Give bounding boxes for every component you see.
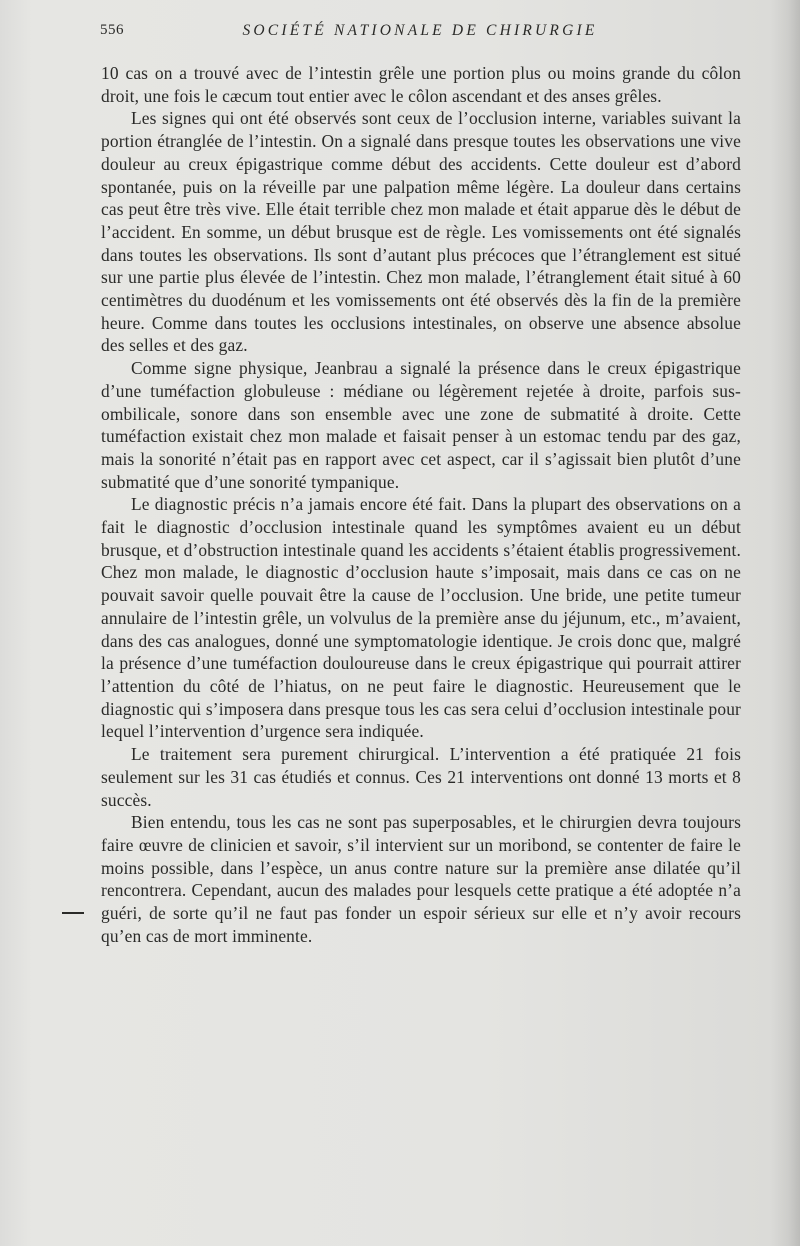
running-title: SOCIÉTÉ NATIONALE DE CHIRURGIE [242, 22, 598, 39]
paragraph-4: Le diagnostic précis n’a jamais encore été fait. Dans la plupart des observations on a fait le diagnostic d’occlusion intestinale quand les symptômes avaient eu un début brusque, et d’obstruction intestinale quand les accidents s’étaient établis progressivement. Chez mon malade, le diagnostic d’occlusion haute s’imposait, mais dans ce cas on ne pouvait savoir quelle pouvait être la cause de l’occlusion. Une bride, une petite tumeur annulaire de l’intestin grêle, un volvulus de la première anse du jéjunum, etc., m’avaient, dans des cas analogues, donné une symptomatologie identique. Je crois donc que, malgré la présence d’une tuméfaction douloureuse dans le creux épigastrique qui pourrait attirer l’attention du côté de l’hiatus, on ne peut faire le diagnostic. Heureusement que le diagnostic qui s’imposera dans presque tous les cas sera celui d’occlusion intestinale pour lequel l’intervention d’urgence sera indiquée. [101, 494, 741, 742]
paragraph-2: Les signes qui ont été observés sont ceux de l’occlusion interne, variables suivant la portion étranglée de l’intestin. On a signalé dans presque toutes les observations une vive douleur au creux épigastrique comme début des accidents. Cette douleur est d’abord spontanée, puis on la réveille par une palpation même légère. La douleur dans certains cas peut être très vive. Elle était terrible chez mon malade et était apparue dès le début de l’accident. En somme, un début brusque est de règle. Les vomissements ont été signalés dans toutes les observations. Ils sont d’autant plus précoces que l’étranglement est situé sur une partie plus élevée de l’intestin. Chez mon malade, l’étranglement était situé à 60 centimètres du duodénum et les vomissements ont été observés dès la fin de la première heure. Comme dans toutes les occlusions intestinales, on observe une absence absolue des selles et des gaz. [101, 108, 741, 356]
margin-dash-mark [62, 912, 84, 914]
page-number: 556 [100, 22, 124, 38]
paragraph-5: Le traitement sera purement chirurgical. L’intervention a été pratiquée 21 fois seulement sur les 31 cas étudiés et connus. Ces 21 interventions ont donné 13 morts et 8 succès. [101, 744, 741, 810]
paragraph-6: Bien entendu, tous les cas ne sont pas superposables, et le chirurgien devra toujours faire œuvre de clinicien et savoir, s’il intervient sur un moribond, se contenter de faire le moins possible, dans l’espèce, un anus contre nature sur la première anse dilatée qu’il rencontrera. Cependant, aucun des malades pour lesquels cette pratique a été adoptée n’a guéri, de sorte qu’il ne faut pas fonder un espoir sérieux sur elle et n’y avoir recours qu’en cas de mort imminente. [101, 812, 741, 946]
body-text [101, 62, 741, 947]
paragraph-1: 10 cas on a trouvé avec de l’intestin grêle une portion plus ou moins grande du côlon droit, une fois le cæcum tout entier avec le côlon ascendant et des anses grêles. [101, 63, 741, 106]
binding-shadow [770, 0, 800, 1246]
page-header [100, 22, 740, 44]
paragraph-3: Comme signe physique, Jeanbrau a signalé la présence dans le creux épigastrique d’une tuméfaction globuleuse : médiane ou légèrement rejetée à droite, parfois sus-ombilicale, sonore dans son ensemble avec une zone de submatité à droite. Cette tuméfaction existait chez mon malade et faisait penser à un estomac tendu par des gaz, mais la sonorité n’était pas en rapport avec cet aspect, car il s’agissait bien plutôt d’une submatité que d’une sonorité tympanique. [101, 358, 741, 492]
